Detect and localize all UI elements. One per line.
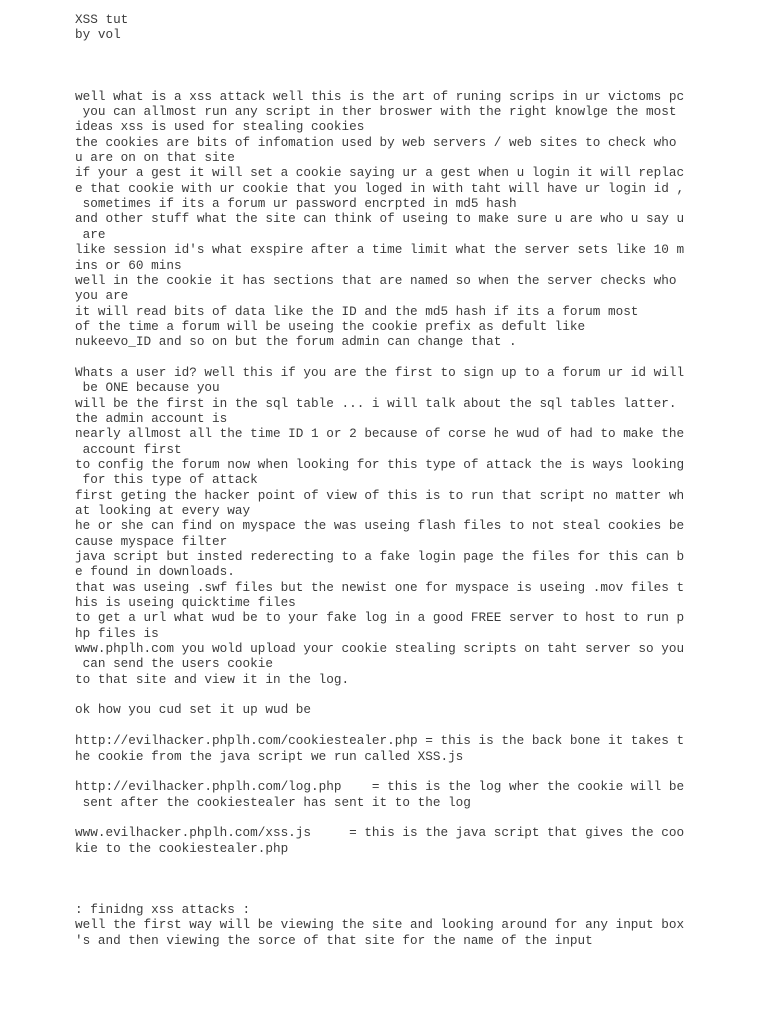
text-line — [75, 764, 684, 779]
text-line — [75, 350, 684, 365]
text-line: if your a gest it will set a cookie saying ur a gest when u login it will replac — [75, 165, 685, 181]
text-line: XSS tut — [75, 12, 129, 27]
text-line: he or she can find on myspace the was useing flash files to not steal cookies be — [75, 518, 685, 534]
text-line — [75, 887, 684, 902]
text-line: for this type of attack — [75, 472, 258, 488]
text-line: nukeevo_ID and so on but the forum admin can change that . — [75, 334, 517, 350]
text-line: it will read bits of data like the ID and the md5 hash if its a forum most — [75, 303, 639, 319]
text-line: to that site and view it in the log. — [75, 671, 350, 687]
text-line: are — [75, 226, 106, 242]
text-line: Whats a user id? well this if you are the first to sign up to a forum ur id will — [75, 364, 685, 380]
text-line: cause myspace filter — [75, 533, 228, 549]
text-line — [75, 871, 684, 886]
text-line: ok how you cud set it up wud be — [75, 702, 312, 718]
text-line: sent after the cookiestealer has sent it to the log — [75, 794, 471, 810]
text-line: well the first way will be viewing the site and looking around for any input box — [75, 917, 685, 933]
text-line: 's and then viewing the sorce of that site for the name of the input — [75, 932, 593, 948]
text-line: and other stuff what the site can think of useing to make sure u are who u say u — [75, 211, 685, 227]
text-line: hp files is — [75, 625, 159, 641]
text-line: be ONE because you — [75, 380, 220, 396]
text-line: java script but insted rederecting to a fake login page the files for this can b — [75, 549, 685, 565]
text-line: : finidng xss attacks : — [75, 901, 251, 917]
text-line: will be the first in the sql table ... i will talk about the sql tables latter. — [75, 395, 677, 411]
text-line: ins or 60 mins — [75, 257, 182, 273]
text-line: e that cookie with ur cookie that you loged in with taht will have ur login id , — [75, 180, 685, 196]
text-line: you can allmost run any script in ther broswer with the right knowlge the most — [75, 104, 677, 120]
text-line: his is useing quicktime files — [75, 595, 296, 611]
text-line: at looking at every way — [75, 503, 251, 518]
text-line: http://evilhacker.phplh.com/log.php = this is the log wher the cookie will be — [75, 779, 685, 795]
text-line: by vol — [75, 27, 121, 43]
text-line: account first — [75, 441, 182, 457]
text-line: www.evilhacker.phplh.com/xss.js = this is the java script that gives the coo — [75, 825, 685, 841]
text-line: kie to the cookiestealer.php — [75, 840, 289, 856]
text-line: nearly allmost all the time ID 1 or 2 because of corse he wud of had to make the — [75, 426, 685, 442]
text-line: he cookie from the java script we run called XSS.js — [75, 748, 464, 764]
text-line: www.phplh.com you wold upload your cookie stealing scripts on taht server so you — [75, 641, 685, 657]
text-line: well what is a xss attack well this is the art of runing scrips in ur victoms pc — [75, 88, 685, 104]
text-line: sometimes if its a forum ur password encrpted in md5 hash — [75, 196, 517, 212]
text-line — [75, 810, 684, 825]
text-line — [75, 43, 684, 58]
text-line: like session id's what exspire after a time limit what the server sets like 10 m — [75, 242, 685, 258]
text-line: ideas xss is used for stealing cookies — [75, 119, 365, 135]
text-line: e found in downloads. — [75, 564, 235, 580]
text-line: to config the forum now when looking for this type of attack the is ways looking — [75, 456, 685, 472]
text-line: you are — [75, 288, 129, 304]
text-line — [75, 73, 684, 88]
text-line: first geting the hacker point of view of this is to run that script no matter wh — [75, 487, 685, 503]
text-line: well in the cookie it has sections that are named so when the server checks who — [75, 272, 677, 288]
text-line — [75, 58, 684, 73]
text-line: u are on on that site — [75, 150, 235, 166]
text-line: can send the users cookie — [75, 656, 273, 672]
text-line: the cookies are bits of infomation used by web servers / web sites to check who — [75, 134, 677, 150]
text-line: the admin account is — [75, 410, 228, 426]
text-line: of the time a forum will be useing the cookie prefix as defult like — [75, 318, 586, 334]
text-line: that was useing .swf files but the newist one for myspace is useing .mov files t — [75, 579, 685, 595]
document-text — [75, 12, 684, 948]
text-line — [75, 856, 684, 871]
text-line: to get a url what wud be to your fake log in a good FREE server to host to run p — [75, 610, 685, 626]
text-line — [75, 687, 684, 702]
text-line: http://evilhacker.phplh.com/cookiestealer.php = this is the back bone it takes t — [75, 733, 685, 749]
text-line — [75, 718, 684, 733]
